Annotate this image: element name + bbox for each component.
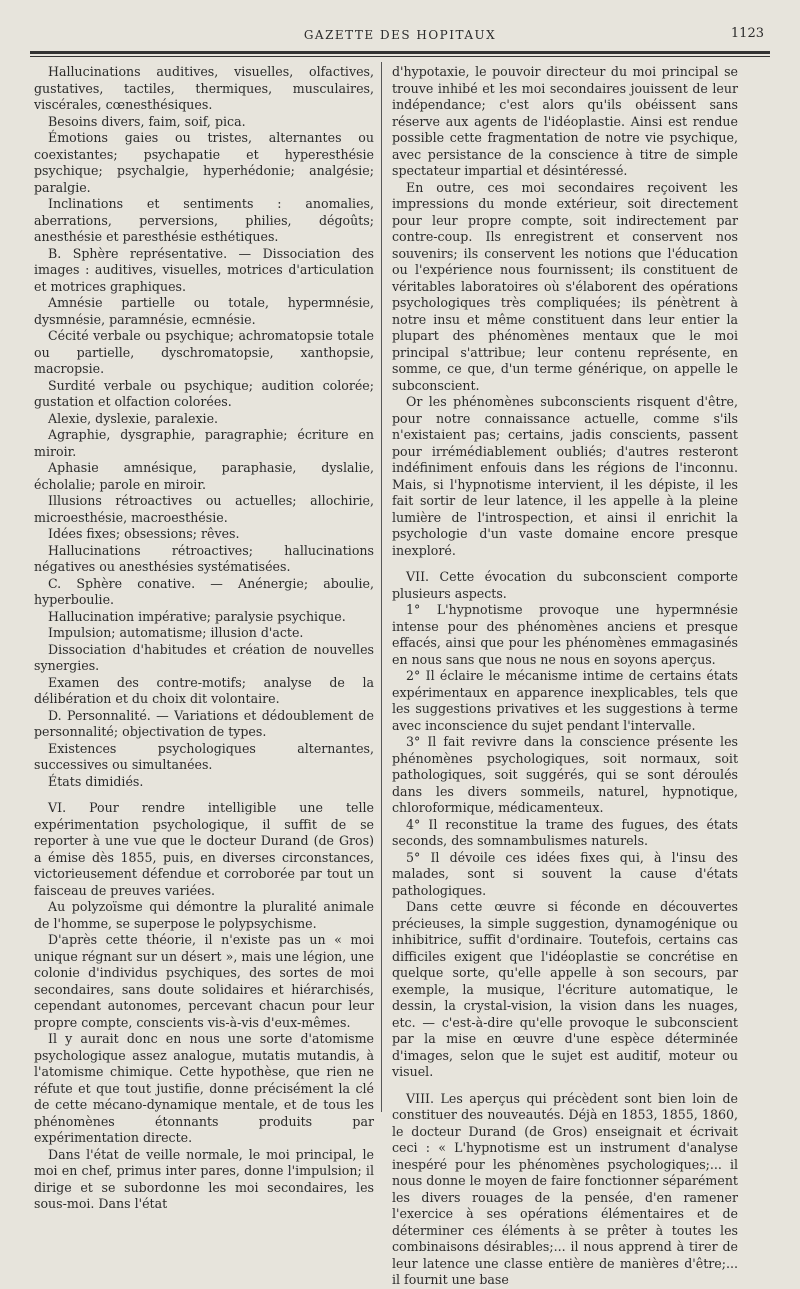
page-header	[30, 26, 770, 48]
paragraph: Dans cette œuvre si féconde en découvertes précieuses, la simple suggestion, dynamogénique ou inhibitrice, suffit d'ordinaire. Toutefois, certains cas difficiles exigent que l'idéoplastie se concrétise en quelque sorte, qu'elle appelle à son secours, par exemple, la musique, l'écriture automatique, le dessin, la crystal-vision, la vision dans les nuages, etc. — c'est-à-dire qu'elle provoque le subconscient par la mise en œuvre d'une espèce déterminée d'images, selon que le sujet est auditif, moteur ou visuel.	[392, 899, 738, 1079]
paragraph: 2° Il éclaire le mécanisme intime de certains états expérimentaux en apparence inexplicables, tels que les suggestions privatives et les suggestions à terme avec inconscience du sujet pendant l'intervalle.	[392, 668, 738, 733]
paragraph: 3° Il fait revivre dans la conscience présente les phénomènes psychologiques, soit normaux, soit pathologiques, soit suggérés, qui se sont déroulés dans les divers sommeils, naturel, hypnotique, chloroformique, médicamenteux.	[392, 734, 738, 815]
paragraph: 5° Il dévoile ces idées fixes qui, à l'insu des malades, sont si souvent la cause d'états pathologiques.	[392, 849, 738, 898]
paragraph: Cécité verbale ou psychique; achromatopsie totale ou partielle, dyschromatopsie, xanthopsie, macropsie.	[34, 328, 374, 376]
paragraph: Besoins divers, faim, soif, pica.	[48, 113, 246, 129]
paragraph: Amnésie partielle ou totale, hypermnésie, dysmnésie, paramnésie, ecmnésie.	[34, 295, 374, 327]
paragraph: D'après cette théorie, il n'existe pas un « moi unique régnant sur un désert », mais une légion, une colonie d'individus psychiques, des sortes de moi secondaires, sans doute solidaires et hiérarchisés, cependant autonomes, percevant chacun pour leur propre compte, conscients vis-à-vis d'eux-mêmes.	[34, 932, 374, 1030]
paragraph: Inclinations et sentiments : anomalies, aberrations, perversions, philies, dégoûts; anesthésie et paresthésie esthétiques.	[34, 196, 374, 244]
paragraph: Dissociation d'habitudes et création de nouvelles synergies.	[34, 641, 374, 673]
paragraph: VIII. Les aperçus qui précèdent sont bien loin de constituer des nouveautés. Déjà en 1853, 1855, 1860, le docteur Durand (de Gros) enseignait et écrivait ceci : « L'hypnotisme est un instrument d'analyse inespéré pour les phénomènes psychologiques;... il nous donne le moyen de faire fonctionner séparément les divers rouages de la pensée, d'en ramener l'exercice à ses opérations élémentaires et de déterminer ces éléments à se prêter à toutes les combinaisons désirables;... il nous apprend à tirer de leur latence une classe entière de manières d'être;... il fournit une base	[392, 1090, 738, 1287]
paragraph: Illusions rétroactives ou actuelles; allochirie, microesthésie, macroesthésie.	[34, 493, 374, 525]
header-rule-thin	[30, 56, 770, 57]
page-number: 1123	[730, 26, 764, 41]
paragraph: Idées fixes; obsessions; rêves.	[48, 526, 240, 541]
paragraph: Existences psychologiques alternantes, successives ou simultanées.	[34, 740, 374, 772]
paragraph: B. Sphère représentative. — Dissociation des images : auditives, visuelles, motrices d'articulation et motrices graphiques.	[34, 245, 374, 294]
paragraph: Impulsion; automatisme; illusion d'acte.	[48, 625, 304, 640]
paragraph: Or les phénomènes subconscients risquent d'être, pour notre connaissance actuelle, comme s'ils n'existaient pas; certains, jadis conscients, passent pour irrémédiablement oubliés; d'autres resteront indéfiniment enfouis dans les régions de l'inconnu. Mais, si l'hypnotisme intervient, il les dépiste, il les fait sortir de leur latence, il les appelle à la pleine lumière de l'introspection, et ainsi il enrichit la psychologie d'un vaste domaine encore presque inexploré.	[392, 394, 738, 558]
running-title: GAZETTE DES HOPITAUX	[303, 28, 497, 42]
paragraph: Surdité verbale ou psychique; audition colorée; gustation et olfaction colorées.	[34, 377, 374, 409]
paragraph: VII. Cette évocation du subconscient comporte plusieurs aspects.	[392, 569, 738, 601]
paragraph: d'hypotaxie, le pouvoir directeur du moi principal se trouve inhibé et les moi secondaires jouissent de leur indépendance; c'est alors qu'ils obéissent sans réserve aux agents de l'idéoplastie. Ainsi est rendue possible cette fragmentation de notre vie psychique, avec persistance de la conscience à titre de simple spectateur impartial et désintéressé.	[392, 64, 738, 178]
paragraph: 1° L'hypnotisme provoque une hypermnésie intense pour des phénomènes anciens et presque effacés, ainsi que pour les phénomènes emmagasinés en nous sans que nous ne nous en soyons aperçus.	[392, 602, 738, 667]
paragraph: Examen des contre-motifs; analyse de la délibération et du choix dit volontaire.	[34, 674, 374, 706]
paragraph: États dimidiés.	[48, 773, 144, 789]
paragraph: Aphasie amnésique, paraphasie, dyslalie, écholalie; parole en miroir.	[34, 460, 374, 492]
paragraph: En outre, ces moi secondaires reçoivent les impressions du monde extérieur, soit directement pour leur propre compte, soit indirectement par contre-coup. Ils enregistrent et conservent nos souvenirs; ils conservent les notions que l'éducation ou l'expérience nous fournissent; ils constituent de véritables laboratoires où s'élaborent des opérations psychologiques très compliquées; ils pénètrent à notre insu et même constituent dans leur entier la plupart des phénomènes mentaux que le moi principal s'attribue; leur contenu représente, en somme, ce que, d'un terme générique, on appelle le subconscient.	[392, 179, 738, 393]
paragraph: Agraphie, dysgraphie, paragraphie; écriture en miroir.	[34, 427, 374, 459]
paragraph: Hallucinations auditives, visuelles, olfactives, gustatives, tactiles, thermiques, musculaires, viscérales, cœnesthésiques.	[34, 64, 374, 112]
header-rule-thick	[30, 51, 770, 54]
paragraph: Alexie, dyslexie, paralexie.	[48, 410, 219, 426]
paragraph: C. Sphère conative. — Anénergie; aboulie, hyperboulie.	[34, 575, 374, 607]
paragraph: Hallucinations rétroactives; hallucinations négatives ou anesthésies systématisées.	[34, 542, 374, 574]
left-column	[34, 64, 374, 1213]
paragraph: Dans l'état de veille normale, le moi principal, le moi en chef, primus inter pares, donne l'impulsion; il dirige et se subordonne les moi secondaires, les sous-moi. Dans l'état	[34, 1146, 374, 1211]
paragraph: 4° Il reconstitue la trame des fugues, des états seconds, des somnambulismes naturels.	[392, 816, 738, 848]
paragraph: Émotions gaies ou tristes, alternantes ou coexistantes; psychapatie et hyperesthésie psychique; psychalgie, hyperhédonie; analgésie; paralgie.	[34, 130, 374, 195]
paragraph: Hallucination impérative; paralysie psychique.	[48, 608, 346, 624]
paragraph: Il y aurait donc en nous une sorte d'atomisme psychologique assez analogue, mutatis mutandis, à l'atomisme chimique. Cette hypothèse, que rien ne réfute et que tout justifie, donne précisément la clé de cette mécano-dynamique mentale, et de tous les phénomènes étonnants produits par expérimentation directe.	[34, 1031, 374, 1145]
paragraph: D. Personnalité. — Variations et dédoublement de personnalité; objectivation de types.	[34, 707, 374, 739]
right-column	[392, 64, 738, 1289]
paragraph: Au polyzoïsme qui démontre la pluralité animale de l'homme, se superpose le polypsychisme.	[34, 899, 374, 931]
paragraph: VI. Pour rendre intelligible une telle expérimentation psychologique, il suffit de se reporter à une vue que le docteur Durand (de Gros) a émise dès 1855, puis, en diverses circonstances, victorieusement défendue et corroborée par tout un faisceau de preuves variées.	[34, 800, 374, 898]
column-divider	[381, 62, 382, 1112]
